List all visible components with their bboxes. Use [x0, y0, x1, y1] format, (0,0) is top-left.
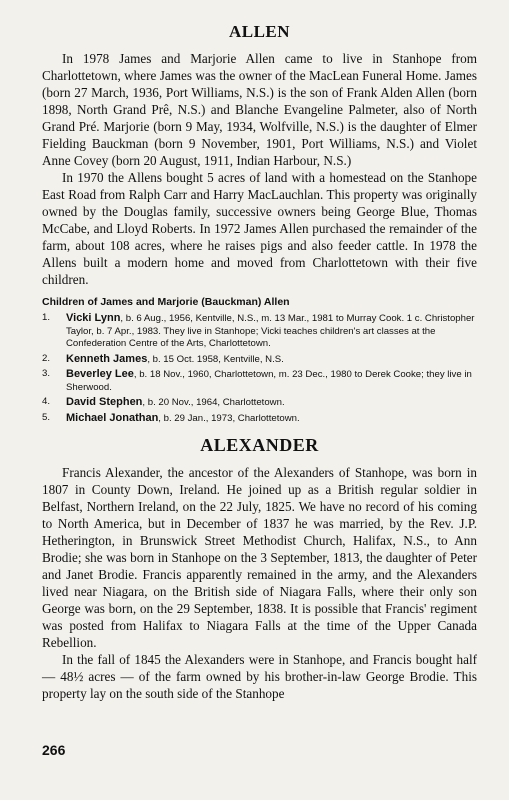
list-item: [42, 412, 477, 426]
list-item: [42, 396, 477, 410]
allen-paragraph-1: In 1978 James and Marjorie Allen came to live in Stanhope from Charlottetown, where James was the owner of the MacLean Funeral Home. James (born 27 March, 1936, Port Williams, N.S.) is the son of Frank Alden Allen (born 1898, North Grand Prê, N.S.) and Blanche Evangeline Palmeter, also of North Grand Pré. Marjorie (born 9 May, 1934, Wolfville, N.S.) is the daughter of Elmer Fielding Bauckman (born 9 November, 1901, Port Williams, N.S.) and Violet Anne Covey (born 20 August, 1911, Indian Harbour, N.S.): [42, 51, 477, 168]
child-details: , b. 18 Nov., 1960, Charlottetown, m. 23 Dec., 1980 to Derek Cooke; they live in Sherwood.: [66, 369, 472, 393]
list-item-number: 1.: [42, 312, 51, 323]
list-item-number: 2.: [42, 352, 51, 364]
allen-paragraph-2: In 1970 the Allens bought 5 acres of land with a homestead on the Stanhope East Road from Ralph Carr and Harry MacLauchlan. This property was originally owned by the Douglas family, successive owners being George Blue, Thomas McCabe, and Lloyd Roberts. In 1972 James Allen purchased the remainder of the farm, about 108 acres, where he raises pigs and also feeder cattle. In 1978 the Allens built a modern home and moved from Charlottetown with their five children.: [42, 170, 477, 287]
child-name: Kenneth James: [66, 352, 148, 365]
page-number: 266: [42, 742, 66, 758]
list-item-number: 3.: [42, 368, 51, 379]
child-details: , b. 20 Nov., 1964, Charlottetown.: [142, 397, 285, 408]
allen-heading: ALLEN: [228, 22, 291, 41]
child-details: , b. 15 Oct. 1958, Kentville, N.S.: [147, 353, 284, 365]
child-details: , b. 29 Jan., 1973, Charlottetown.: [158, 412, 300, 424]
list-item: [42, 368, 477, 394]
alexander-paragraph-2: In the fall of 1845 the Alexanders were in Stanhope, and Francis bought half — 48½ acres — of the farm owned by his brother-in-law George Brodie. This property lay on the south side of the Stanhope: [42, 652, 477, 701]
children-list-title: Children of James and Marjorie (Bauckman) Allen: [42, 296, 290, 308]
alexander-paragraph-1: Francis Alexander, the ancestor of the Alexanders of Stanhope, was born in 1807 in County Down, Ireland. He joined up as a British regular soldier in Belfast, Northern Ireland, on the 22 July, 1825. We have no record of his coming to North America, but in December of 1837 he was married, by the Rev. J.P. Hetherington, in Brunswick Street Methodist Church, Halifax, N.S., to Ann Brodie; she was born in Stanhope on the 3 September, 1813, the daughter of Peter and Janet Brodie. Francis apparently remained in the army, and the Alexanders lived near Niagara, on the British side of Niagara Falls, where their only son George was born, on the 29 September, 1838. It is possible that Francis' regiment was posted from Halifax to Niagara Falls at the time of the Upper Canada Rebellion.: [42, 465, 477, 650]
list-item-number: 4.: [42, 396, 51, 407]
child-name: Vicki Lynn: [66, 312, 121, 324]
alexander-heading: ALEXANDER: [200, 435, 319, 455]
list-item-number: 5.: [42, 411, 51, 423]
list-item: [42, 353, 477, 367]
list-item: [42, 312, 477, 351]
child-details: , b. 6 Aug., 1956, Kentville, N.S., m. 13 Mar., 1981 to Murray Cook. 1 c. Christopher Taylor, b. 7 Apr., 1983. They live in Stanhope; Vicki teaches children's art classes at the Confederation Centre of the Arts, Charlottetown.: [66, 313, 475, 349]
child-name: Michael Jonathan: [66, 411, 159, 424]
child-name: Beverley Lee: [66, 368, 134, 380]
child-name: David Stephen: [66, 396, 143, 408]
children-list: [42, 312, 477, 425]
